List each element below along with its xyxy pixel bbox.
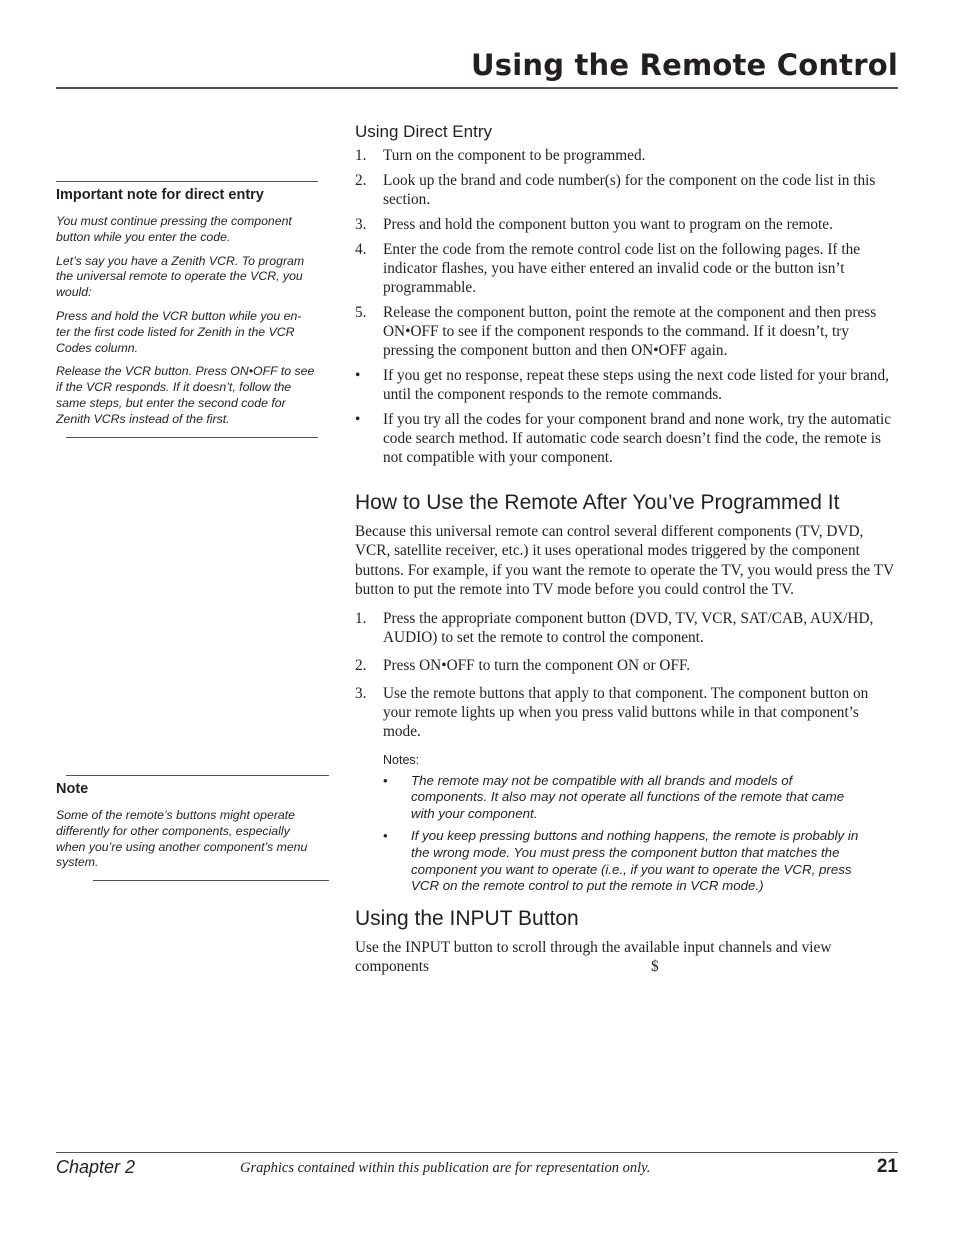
important-note-title: Important note for direct entry (56, 187, 264, 203)
note-bottom-divider (93, 880, 329, 881)
list-item: • If you get no response, repeat these steps using the next code listed for your brand, until the component responds to the remote commands. (355, 367, 889, 403)
list-item: 5. Release the component button, point the remote at the component and then press ON•OFF to see if the component responds to the command. If it doesn’t, try pressing the component button and then ON•OFF again. (355, 304, 877, 359)
important-note-paragraph: Release the VCR button. Press ON•OFF to see if the VCR responds. If it doesn’t, follow the same steps, but enter the second code for Zenith VCRs instead of the first. (56, 364, 315, 426)
notes-label: Notes: (383, 752, 420, 767)
important-note-paragraph: Let’s say you have a Zenith VCR. To program the universal remote to operate the VCR, you would: (56, 253, 305, 300)
list-item: • If you try all the codes for your component brand and none work, try the automatic code search method. If automatic code search doesn’t find the code, the remote is not compatible with your component. (355, 411, 892, 466)
direct-entry-list (355, 146, 900, 467)
list-item: 2. Press ON•OFF to turn the component ON or OFF. (355, 656, 691, 674)
important-note-box (56, 181, 318, 438)
note-bullet: • If you keep pressing buttons and nothing happens, the remote is probably in the wrong mode. You must press the component button that matches the component you want to operate (i.e., if you want to operate the VCR, press VCR on the remote control to put the remote in VCR mode.) (383, 828, 859, 894)
important-note-paragraph: Press and hold the VCR button while you en- ter the first code listed for Zenith in the VCR Codes column. (56, 308, 302, 355)
after-programmed-heading: How to Use the Remote After You’ve Programmed It (355, 491, 840, 514)
direct-entry-heading: Using Direct Entry (355, 122, 492, 141)
important-note-paragraph: You must continue pressing the component button while you enter the code. (56, 214, 292, 244)
input-button-heading: Using the INPUT Button (355, 906, 579, 930)
note-paragraph: Some of the remote’s buttons might operate differently for other components, especially when you’re using another component’s menu system. (56, 808, 308, 870)
after-programmed-intro: Because this universal remote can control several different components (TV, DVD, VCR, satellite receiver, etc.) it uses operational modes triggered by the component buttons. For example, if you want the remote to operate the TV, you would press the TV button to put the remote into TV mode before you could control the TV. (355, 523, 894, 599)
list-item: 3. Press and hold the component button you want to program on the remote. (355, 216, 833, 233)
page-title: Using the Remote Control (471, 48, 898, 82)
footer-chapter: Chapter 2 (56, 1157, 136, 1177)
list-item: 3. Use the remote buttons that apply to that component. The component button on your remote lights up when you press valid buttons while in that component’s mode. (355, 684, 869, 740)
list-item: 1. Press the appropriate component button (DVD, TV, VCR, SAT/CAB, AUX/HD, AUDIO) to set the remote to control the component. (355, 609, 874, 646)
main-column (355, 122, 900, 977)
list-item: 4. Enter the code from the remote control code list on the following pages. If the indicator flashes, you have either entered an invalid code or the button isn’t programmable. (355, 241, 861, 296)
after-programmed-list (355, 609, 900, 741)
input-button-text: Use the INPUT button to scroll through the available input channels and view components $ (355, 938, 832, 976)
footer-divider (56, 1152, 898, 1153)
note-title: Note (56, 781, 89, 797)
title-divider (56, 87, 898, 89)
note-bullet: • The remote may not be compatible with all brands and models of components. It also may not operate all functions of the remote that came with your component. (383, 772, 845, 821)
list-item: 2. Look up the brand and code number(s) for the component on the code list in this section. (355, 172, 876, 208)
list-item: 1. Turn on the component to be programmed. (355, 147, 646, 164)
page-number: 21 (876, 1156, 898, 1177)
note-box (56, 775, 329, 881)
footer-disclaimer: Graphics contained within this publication are for representation only. (240, 1160, 651, 1176)
note-bottom-divider (66, 437, 318, 438)
